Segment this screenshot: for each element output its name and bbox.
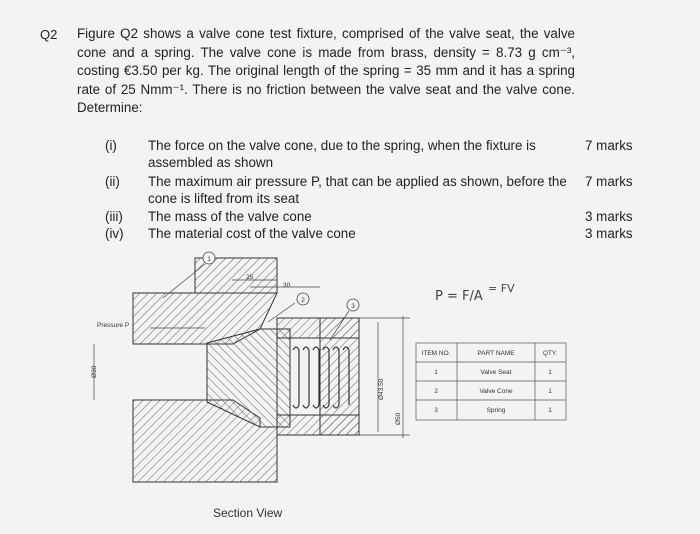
table-header-part: PART NAME <box>477 350 515 357</box>
table-cell: 1 <box>548 369 552 376</box>
balloon-1-label: 1 <box>207 256 211 263</box>
table-header-item: ITEM NO. <box>421 350 451 357</box>
item-marks: 7 marks <box>585 174 633 189</box>
balloon-3-label: 3 <box>351 303 355 310</box>
pressure-label: Pressure P <box>97 322 130 329</box>
table-cell: 1 <box>434 369 438 376</box>
table-cell: Valve Seat <box>480 369 512 376</box>
handwritten-formula: P = F/A <box>435 289 483 304</box>
item-text: The mass of the valve cone <box>148 209 312 224</box>
table-cell: 3 <box>434 407 438 414</box>
item-marks: 3 marks <box>585 226 633 241</box>
dim-dia-30: Ø30 <box>91 365 98 378</box>
balloon-2-label: 2 <box>301 297 305 304</box>
table-cell: Valve Cone <box>479 388 513 395</box>
handwritten-note: = FV <box>488 282 515 295</box>
figure-caption: Section View <box>213 506 283 520</box>
item-text: The material cost of the valve cone <box>148 226 356 241</box>
table-cell: 1 <box>548 407 552 414</box>
dim-dia-50: Ø50 <box>395 412 402 425</box>
dim-dia-4350: Ø43.50 <box>378 378 385 400</box>
item-text: The maximum air pressure P, that can be applied as shown, before the cone is lifted from its seat <box>148 174 567 206</box>
question-number: Q2 <box>40 27 58 42</box>
question-body: Figure Q2 shows a valve cone test fixture, comprised of the valve seat, the valve cone and a spring. The valve cone is made from brass, density = 8.73 g cm⁻³, costing €3.50 per kg. The original length of the spring = 35 mm and it has a spring rate of 25 Nmm⁻¹. There is no friction between the valve seat and the valve cone. Determine: <box>77 26 575 116</box>
dim-30: 30 <box>283 282 291 289</box>
table-cell: Spring <box>486 407 506 414</box>
item-number: (iii) <box>105 209 123 224</box>
table-cell: 1 <box>548 388 552 395</box>
item-number: (ii) <box>105 174 120 189</box>
table-header-qty: QTY. <box>542 350 558 357</box>
dim-25: 25 <box>246 274 254 281</box>
item-number: (i) <box>105 138 117 153</box>
item-text: The force on the valve cone, due to the spring, when the fixture is assembled as shown <box>148 138 536 170</box>
item-number: (iv) <box>105 226 124 241</box>
item-marks: 7 marks <box>585 138 633 153</box>
table-cell: 2 <box>434 388 438 395</box>
item-marks: 3 marks <box>585 209 633 224</box>
